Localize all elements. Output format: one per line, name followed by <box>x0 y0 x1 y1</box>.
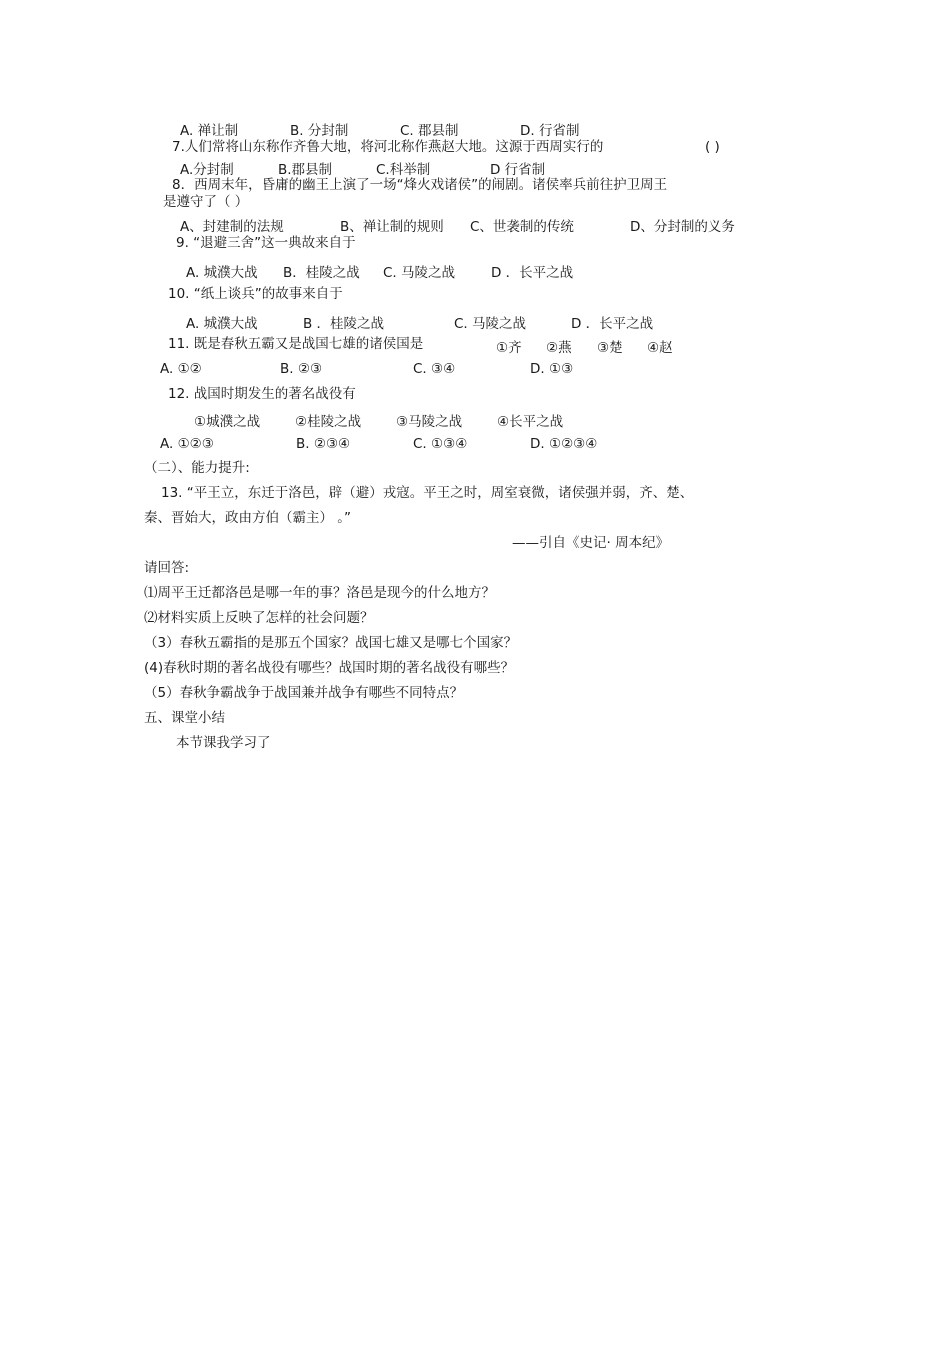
sub-question-4: (4)春秋时期的著名战役有哪些？战国时期的著名战役有哪些？ <box>144 660 515 676</box>
q13-quote-line2: 秦、晋始大，政由方伯（霸主） 。” <box>144 510 352 526</box>
q11-stem: 11. 既是春秋五霸又是战国七雄的诸侯国是 <box>168 336 424 352</box>
q10-option-d: D ．长平之战 <box>571 316 654 332</box>
q12-stem: 12. 战国时期发生的著名战役有 <box>168 386 356 402</box>
q9-option-b: B．桂陵之战 <box>283 265 360 281</box>
q12-option-a: A. ①②③ <box>160 436 214 452</box>
sub-question-5: （5）春秋争霸战争于战国兼并战争有哪些不同特点？ <box>144 685 464 701</box>
q7-answer-paren: ( ) <box>705 139 720 155</box>
q9-option-c: C. 马陵之战 <box>383 265 456 281</box>
sub-question-3: （3）春秋五霸指的是那五个国家？战国七雄又是哪七个国家？ <box>144 635 518 651</box>
q8-stem-line2: 是遵守了（ ） <box>163 194 249 210</box>
q7-option-a: A.分封制 <box>180 162 234 178</box>
q6-option-b: B. 分封制 <box>290 123 349 139</box>
q11-item-4: ④赵 <box>647 340 673 356</box>
q12-item-2: ②桂陵之战 <box>295 414 362 430</box>
q7-option-c: C.科举制 <box>376 162 431 178</box>
q11-item-3: ③楚 <box>597 340 623 356</box>
q11-option-b: B. ②③ <box>280 361 323 377</box>
q12-option-b: B. ②③④ <box>296 436 351 452</box>
q6-option-d: D. 行省制 <box>520 123 580 139</box>
q6-option-a: A. 禅让制 <box>180 123 239 139</box>
q13-source: ——引自《史记· 周本纪》 <box>512 535 670 551</box>
q10-stem: 10. “纸上谈兵”的故事来自于 <box>168 286 343 302</box>
q8-option-d: D、分封制的义务 <box>630 219 735 235</box>
q8-option-b: B、禅让制的规则 <box>340 219 444 235</box>
sub-question-1: ⑴周平王迁都洛邑是哪一年的事？洛邑是现今的什么地方？ <box>144 585 495 601</box>
q11-option-a: A. ①② <box>160 361 202 377</box>
q8-option-c: C、世袭制的传统 <box>470 219 574 235</box>
q7-option-d: D 行省制 <box>490 162 546 178</box>
sub-question-2: ⑵材料实质上反映了怎样的社会问题？ <box>144 610 374 626</box>
q9-option-d: D ．长平之战 <box>491 265 574 281</box>
q7-stem: 7.人们常将山东称作齐鲁大地，将河北称作燕赵大地。这源于西周实行的 <box>172 139 604 155</box>
q12-item-4: ④长平之战 <box>497 414 564 430</box>
q12-option-c: C. ①③④ <box>413 436 468 452</box>
summary-text: 本节课我学习了 <box>176 735 271 751</box>
answer-prompt: 请回答: <box>144 560 190 576</box>
q11-item-1: ①齐 <box>496 340 522 356</box>
q11-item-2: ②燕 <box>546 340 572 356</box>
q12-item-3: ③马陵之战 <box>396 414 463 430</box>
section-ability-heading: （二）、能力提升: <box>144 460 250 476</box>
section-summary-heading: 五、课堂小结 <box>144 710 225 726</box>
q10-option-c: C. 马陵之战 <box>454 316 527 332</box>
q8-option-a: A、封建制的法规 <box>180 219 284 235</box>
q9-option-a: A. 城濮大战 <box>186 265 258 281</box>
q10-option-b: B ．桂陵之战 <box>303 316 385 332</box>
q8-stem-line1: 8．西周末年，昏庸的幽王上演了一场“烽火戏诸侯”的闹剧。诸侯率兵前往护卫周王 <box>172 177 668 193</box>
q12-option-d: D. ①②③④ <box>530 436 598 452</box>
q13-quote-line1: 13. “平王立，东迁于洛邑，辟（避）戎寇。平王之时，周室衰微，诸侯强并弱，齐、楚、 <box>161 485 694 501</box>
q12-item-1: ①城濮之战 <box>194 414 261 430</box>
q7-option-b: B.郡县制 <box>278 162 333 178</box>
q10-option-a: A. 城濮大战 <box>186 316 258 332</box>
q11-option-c: C. ③④ <box>413 361 456 377</box>
q11-option-d: D. ①③ <box>530 361 574 377</box>
q6-option-c: C. 郡县制 <box>400 123 459 139</box>
q9-stem: 9. “退避三舍”这一典故来自于 <box>176 235 356 251</box>
